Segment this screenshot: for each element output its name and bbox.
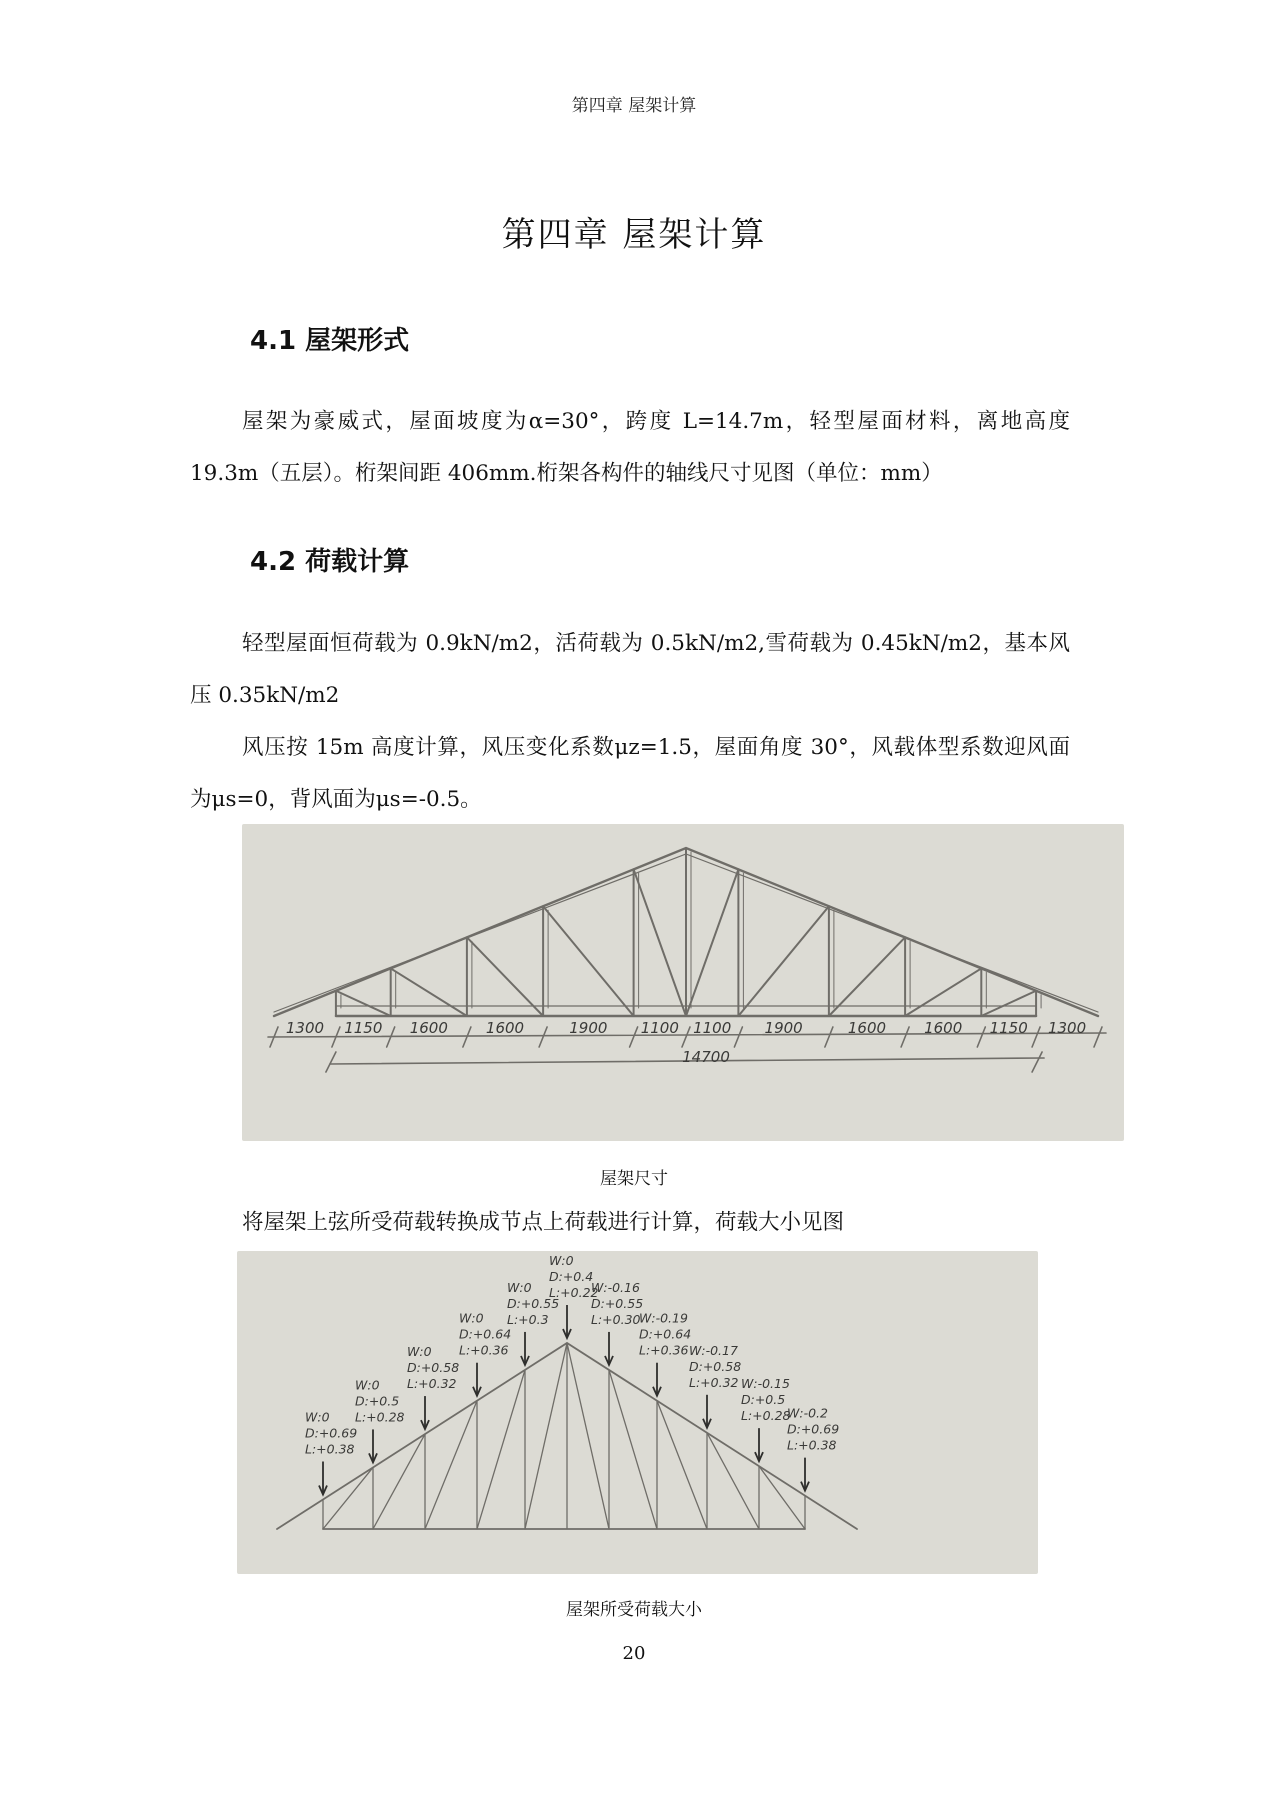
node-load-l-label: L:+0.36	[459, 1342, 509, 1358]
paragraph-loads: 轻型屋面恒荷载为 0.9kN/m2，活荷载为 0.5kN/m2,雪荷载为 0.45kN/m2，基本风压 0.35kN/m2	[190, 631, 1070, 708]
truss-diagonal	[477, 1370, 525, 1529]
node-load-d-label: D:+0.58	[689, 1358, 742, 1374]
truss-diagonal	[323, 1467, 373, 1529]
panel-dimension-label: 1600	[924, 1019, 963, 1037]
node-load-d-label: D:+0.64	[639, 1326, 692, 1342]
truss-load-figure	[237, 1251, 1038, 1574]
node-load-d-label: D:+0.69	[787, 1421, 840, 1437]
truss-diagonal	[707, 1433, 759, 1529]
panel-dimension-label: 1600	[485, 1019, 525, 1037]
truss-diagonal	[567, 1343, 609, 1529]
node-load-w-label: W:-0.15	[741, 1376, 790, 1392]
dimension-tick	[825, 1027, 833, 1047]
node-load-l-label: L:+0.28	[355, 1409, 405, 1425]
node-load-d-label: D:+0.64	[459, 1326, 512, 1342]
dimension-tick	[326, 1052, 336, 1072]
node-load-d-label: D:+0.4	[549, 1269, 594, 1284]
panel-dimension-label: 1100	[640, 1019, 679, 1037]
truss-diagonal	[759, 1466, 805, 1529]
node-load-d-label: D:+0.58	[407, 1360, 460, 1376]
panel-dimension-label: 1150	[344, 1019, 383, 1037]
panel-dimension-label: 1900	[764, 1019, 803, 1037]
node-load-w-label: W:-0.16	[591, 1279, 640, 1295]
panel-dimension-label: 1100	[693, 1019, 732, 1037]
truss-diagonal	[686, 869, 738, 1016]
dimension-tick	[539, 1027, 547, 1047]
dimension-tick	[630, 1027, 638, 1047]
node-load-w-label: W:0	[549, 1253, 574, 1268]
truss-diagonal	[738, 906, 828, 1016]
node-load-l-label: L:+0.28	[741, 1408, 791, 1424]
panel-dimension-label: 1150	[989, 1019, 1028, 1037]
node-load-l-label: L:+0.32	[407, 1376, 457, 1392]
node-load-d-label: D:+0.69	[305, 1425, 358, 1441]
truss-diagonal	[467, 937, 543, 1016]
truss-diagonal	[829, 937, 905, 1016]
dimension-tick	[977, 1027, 985, 1047]
node-load-w-label: W:0	[459, 1310, 484, 1326]
paragraph-node-loads: 将屋架上弦所受荷载转换成节点上荷载进行计算，荷载大小见图	[242, 1210, 845, 1235]
node-load-d-label: D:+0.5	[355, 1393, 400, 1409]
panel-dimension-label: 1900	[569, 1019, 608, 1037]
node-load-d-label: D:+0.55	[507, 1295, 560, 1311]
truss-diagonal	[981, 991, 1036, 1016]
node-load-w-label: W:-0.19	[639, 1310, 688, 1326]
section-heading-4-1: 4.1 屋架形式	[250, 326, 410, 356]
figure1-caption: 屋架尺寸	[600, 1169, 668, 1189]
truss-diagonal	[525, 1343, 567, 1529]
truss-diagonal	[373, 1434, 425, 1529]
truss-diagonal	[634, 869, 686, 1016]
dimension-tick	[1094, 1027, 1102, 1047]
truss-diagonal	[657, 1401, 707, 1529]
dimension-tick	[463, 1027, 471, 1047]
node-load-w-label: W:0	[355, 1377, 380, 1393]
truss-diagonal	[609, 1370, 657, 1529]
node-load-w-label: W:0	[407, 1344, 432, 1360]
dimension-tick	[1032, 1027, 1040, 1047]
page-number: 20	[622, 1643, 646, 1664]
figure2-caption: 屋架所受荷载大小	[566, 1600, 702, 1620]
node-load-l-label: L:+0.32	[689, 1374, 739, 1390]
dimension-tick	[734, 1027, 742, 1047]
running-header: 第四章 屋架计算	[571, 96, 697, 116]
dimension-tick	[901, 1027, 909, 1047]
node-load-l-label: L:+0.3	[507, 1311, 549, 1327]
section-heading-4-2: 4.2 荷载计算	[250, 547, 410, 577]
chapter-title: 第四章 屋架计算	[501, 215, 767, 255]
total-span-label: 14700	[682, 1048, 730, 1066]
truss-diagonal	[905, 968, 981, 1016]
node-load-w-label: W:-0.2	[787, 1405, 828, 1421]
panel-dimension-label: 1300	[1047, 1019, 1087, 1037]
dimension-tick	[682, 1027, 690, 1047]
node-load-l-label: L:+0.30	[591, 1311, 641, 1327]
truss-dimension-figure	[242, 824, 1124, 1141]
node-load-w-label: W:0	[507, 1279, 532, 1295]
truss-diagonal	[543, 906, 633, 1016]
truss-diagonal	[391, 968, 467, 1016]
dimension-tick	[1032, 1052, 1042, 1072]
paragraph-wind: 风压按 15m 高度计算，风压变化系数μz=1.5，屋面角度 30°，风载体型系数迎风面为μs=0，背风面为μs=-0.5。	[190, 735, 1070, 812]
panel-dimension-label: 1600	[409, 1019, 448, 1037]
truss-diagonal	[425, 1401, 477, 1529]
node-load-w-label: W:0	[305, 1409, 330, 1425]
node-load-l-label: L:+0.38	[787, 1437, 837, 1453]
panel-dimension-label: 1300	[285, 1019, 325, 1037]
node-load-d-label: D:+0.55	[591, 1295, 644, 1311]
truss-diagonal	[336, 991, 391, 1016]
truss-dimension-drawing	[242, 824, 1124, 1141]
truss-load-drawing	[237, 1251, 1038, 1574]
node-load-w-label: W:-0.17	[689, 1342, 738, 1358]
paragraph-roof-form: 屋架为豪威式，屋面坡度为α=30°，跨度 L=14.7m，轻型屋面材料，离地高度 19.3m（五层）。桁架间距 406mm.桁架各构件的轴线尺寸见图（单位：mm）	[190, 409, 1070, 486]
node-load-l-label: L:+0.38	[305, 1441, 355, 1457]
node-load-l-label: L:+0.22	[549, 1285, 599, 1300]
node-load-d-label: D:+0.5	[741, 1392, 786, 1408]
node-load-l-label: L:+0.36	[639, 1342, 689, 1358]
panel-dimension-label: 1600	[847, 1019, 887, 1037]
